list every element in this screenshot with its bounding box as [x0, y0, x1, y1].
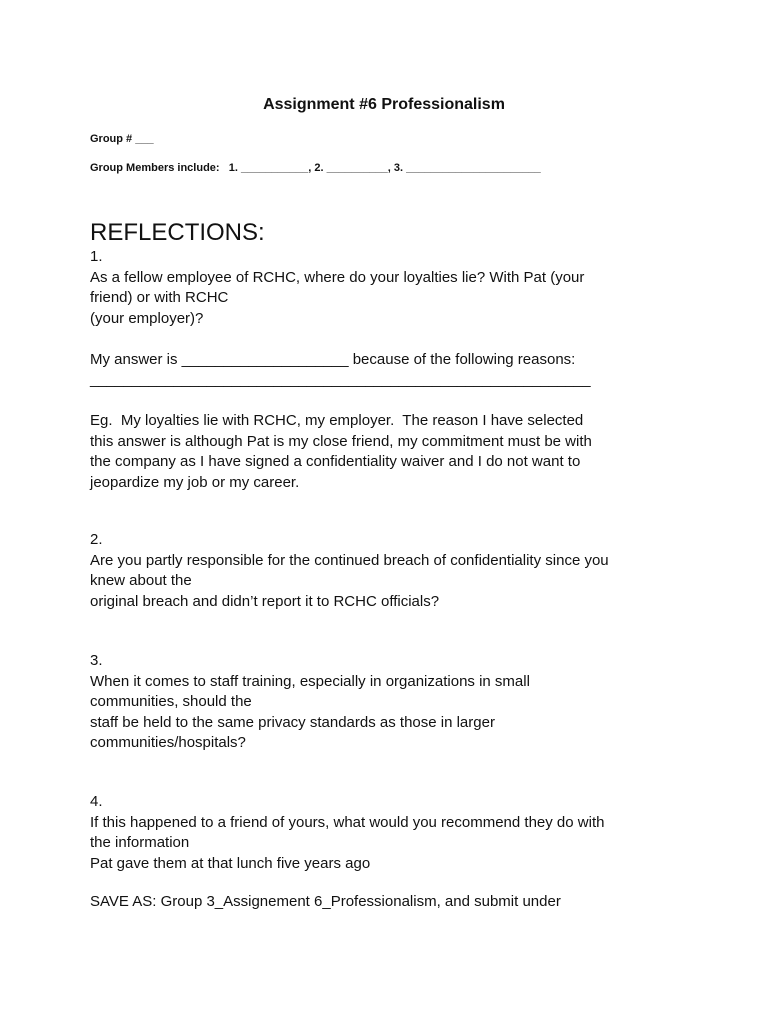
question-line: communities/hospitals? [90, 734, 246, 751]
group-number-line: Group # ___ [90, 133, 154, 145]
save-as-instruction [90, 892, 690, 913]
question-number: 2. [90, 531, 103, 548]
question-4 [90, 792, 690, 874]
page-title: Assignment #6 Professionalism [263, 96, 505, 113]
question-number: 4. [90, 793, 103, 810]
question-line: staff be held to the same privacy standards as those in larger [90, 713, 495, 731]
reflections-heading: REFLECTIONS: [90, 219, 265, 246]
question-line: the information [90, 834, 190, 851]
question-line: If this happened to a friend of yours, what would you recommend they do with [90, 813, 605, 831]
question-3 [90, 651, 690, 754]
question-line: knew about the [90, 572, 192, 589]
answer-line: My answer is ____________________ because of the following reasons: [90, 350, 576, 368]
question-1 [90, 247, 690, 493]
save-as-line: SAVE AS: Group 3_Assignement 6_Professionalism, and submit under [90, 893, 561, 910]
question-line: (your employer)? [90, 309, 204, 327]
group-members-line: Group Members include: 1. ___________, 2. __________, 3. ______________________ [90, 162, 541, 174]
example-line: jeopardize my job or my career. [90, 473, 300, 491]
question-number: 1. [90, 248, 103, 265]
example-line: the company as I have signed a confidentiality waiver and I do not want to [90, 453, 581, 470]
question-line: friend) or with RCHC [90, 289, 229, 306]
question-2 [90, 530, 690, 612]
example-line: this answer is although Pat is my close friend, my commitment must be with [90, 432, 592, 450]
example-line: Eg. My loyalties lie with RCHC, my employer. The reason I have selected [90, 412, 584, 429]
answer-rule: ____________________________________________________________ [90, 371, 591, 388]
question-line: As a fellow employee of RCHC, where do your loyalties lie? With Pat (your [90, 268, 585, 286]
question-line: Pat gave them at that lunch five years ago [90, 854, 371, 872]
question-line: communities, should the [90, 693, 252, 710]
blank-line [90, 329, 690, 350]
blank-line [90, 391, 690, 412]
question-number: 3. [90, 652, 103, 669]
question-line: When it comes to staff training, especially in organizations in small [90, 672, 530, 690]
question-line: original breach and didn’t report it to RCHC officials? [90, 592, 440, 610]
question-line: Are you partly responsible for the continued breach of confidentiality since you [90, 551, 609, 569]
